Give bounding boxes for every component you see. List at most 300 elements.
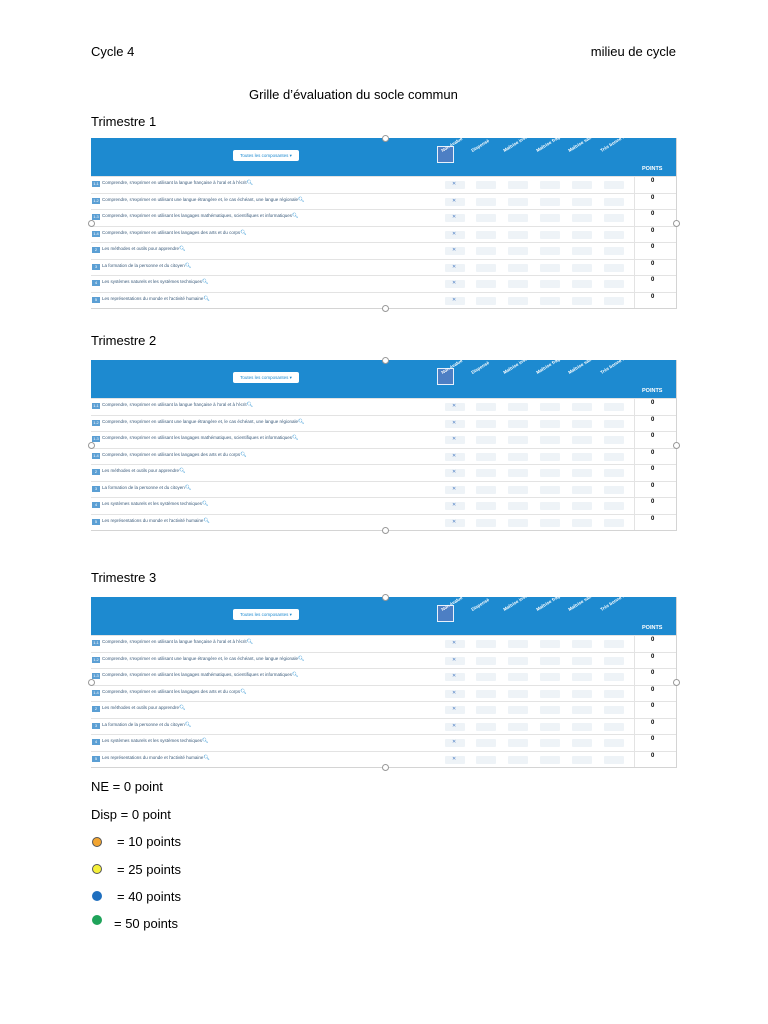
level-cell[interactable] bbox=[540, 231, 560, 239]
row-points: 0 bbox=[651, 293, 655, 300]
level-cell[interactable] bbox=[508, 640, 528, 648]
competence-text: Les systèmes naturels et les systèmes techniques bbox=[102, 738, 203, 743]
row-points: 0 bbox=[651, 482, 655, 489]
row-points: 0 bbox=[651, 244, 655, 250]
level-cell[interactable] bbox=[540, 657, 560, 665]
level-cell[interactable] bbox=[476, 280, 496, 288]
level-cell[interactable] bbox=[476, 723, 496, 731]
level-cell[interactable] bbox=[572, 486, 592, 494]
magnifier-icon[interactable]: 🔍︎ bbox=[184, 484, 192, 491]
level-cell[interactable] bbox=[572, 231, 592, 239]
level-cell[interactable] bbox=[540, 297, 560, 305]
level-cell[interactable] bbox=[476, 469, 496, 477]
column-header: Dispensé bbox=[470, 360, 490, 375]
level-cell[interactable] bbox=[572, 502, 592, 510]
column-header: Dispensé bbox=[470, 138, 490, 153]
competence-label[interactable] bbox=[102, 468, 185, 474]
column-divider bbox=[634, 276, 635, 292]
competence-label[interactable] bbox=[102, 435, 298, 441]
row-points: 0 bbox=[651, 227, 655, 234]
column-divider bbox=[634, 636, 635, 652]
competence-badge: 5 bbox=[92, 297, 100, 303]
level-cell[interactable] bbox=[604, 231, 624, 239]
level-cell[interactable] bbox=[476, 297, 496, 305]
level-cell[interactable] bbox=[572, 657, 592, 665]
level-cell[interactable] bbox=[445, 723, 465, 731]
level-cell[interactable] bbox=[540, 690, 560, 698]
row-points: 0 bbox=[651, 752, 655, 759]
level-cell[interactable] bbox=[572, 420, 592, 428]
level-cell[interactable] bbox=[508, 231, 528, 239]
row-points: 0 bbox=[651, 260, 655, 267]
level-cell[interactable] bbox=[604, 420, 624, 428]
level-cell[interactable] bbox=[476, 502, 496, 510]
level-cell[interactable] bbox=[540, 756, 560, 764]
magnifier-icon[interactable]: 🔍︎ bbox=[203, 295, 210, 302]
column-header: Maîtrise fragile bbox=[535, 590, 565, 612]
level-cell[interactable] bbox=[540, 214, 560, 222]
level-cell[interactable] bbox=[476, 657, 496, 665]
level-cell[interactable] bbox=[572, 198, 592, 206]
competence-label[interactable] bbox=[102, 230, 247, 236]
resize-handle[interactable] bbox=[382, 357, 389, 364]
level-cell[interactable] bbox=[604, 198, 624, 206]
resize-handle[interactable] bbox=[382, 594, 389, 601]
level-cell[interactable] bbox=[445, 502, 465, 510]
level-cell[interactable] bbox=[476, 739, 496, 747]
resize-handle[interactable] bbox=[382, 135, 389, 142]
level-cell[interactable] bbox=[604, 502, 624, 510]
table-row bbox=[91, 226, 676, 243]
legend-ne: NE = 0 point bbox=[91, 779, 163, 794]
not-evaluated-mark-icon: ✕ bbox=[452, 452, 457, 459]
resize-handle[interactable] bbox=[88, 442, 95, 449]
level-cell[interactable] bbox=[476, 486, 496, 494]
level-cell[interactable] bbox=[572, 723, 592, 731]
column-divider bbox=[634, 449, 635, 465]
level-cell[interactable] bbox=[572, 181, 592, 189]
level-cell[interactable] bbox=[476, 756, 496, 764]
level-cell[interactable] bbox=[540, 436, 560, 444]
level-cell[interactable] bbox=[572, 214, 592, 222]
level-cell[interactable] bbox=[508, 486, 528, 494]
level-cell[interactable] bbox=[604, 403, 624, 411]
level-cell[interactable] bbox=[572, 264, 592, 272]
level-cell[interactable] bbox=[604, 657, 624, 665]
level-cell[interactable] bbox=[604, 706, 624, 714]
not-evaluated-mark-icon: ✕ bbox=[452, 739, 457, 745]
level-cell[interactable] bbox=[604, 436, 624, 444]
magnifier-icon[interactable]: 🔍︎ bbox=[297, 655, 305, 662]
level-cell[interactable] bbox=[572, 640, 592, 648]
resize-handle[interactable] bbox=[382, 764, 389, 771]
magnifier-icon[interactable]: 🔍︎ bbox=[291, 435, 299, 441]
column-divider bbox=[634, 432, 635, 448]
level-cell[interactable] bbox=[540, 640, 560, 648]
competence-text: Les représentations du monde et l'activité humaine bbox=[102, 295, 204, 301]
cycle-position: milieu de cycle bbox=[590, 44, 676, 59]
level-cell[interactable] bbox=[445, 181, 465, 189]
blue-circle-icon bbox=[92, 891, 102, 901]
competence-label[interactable] bbox=[102, 656, 304, 662]
level-cell[interactable] bbox=[508, 436, 528, 444]
legend-10: = 10 points bbox=[117, 834, 181, 849]
competence-label[interactable] bbox=[102, 518, 210, 524]
competence-text: Les méthodes et outils pour apprendre bbox=[102, 705, 180, 710]
competence-label[interactable] bbox=[102, 485, 191, 491]
level-cell[interactable] bbox=[604, 519, 624, 527]
level-cell[interactable] bbox=[445, 690, 465, 698]
level-cell[interactable] bbox=[445, 420, 465, 428]
magnifier-icon[interactable]: 🔍︎ bbox=[246, 639, 254, 645]
magnifier-icon[interactable]: 🔍︎ bbox=[291, 213, 299, 219]
components-filter-button[interactable]: Toutes les composantes ▾ bbox=[233, 372, 299, 383]
competence-badge: 1.1 bbox=[93, 403, 99, 408]
not-evaluated-mark-icon: ✕ bbox=[452, 689, 457, 696]
level-cell[interactable] bbox=[445, 756, 465, 764]
competence-label[interactable] bbox=[102, 180, 253, 186]
competence-text: Les méthodes et outils pour apprendre bbox=[102, 468, 180, 473]
level-cell[interactable] bbox=[572, 706, 592, 714]
level-cell[interactable] bbox=[508, 657, 528, 665]
level-cell[interactable] bbox=[572, 436, 592, 444]
column-header: Non évalué bbox=[440, 595, 464, 612]
grid-body bbox=[91, 398, 676, 530]
competence-badge: 1.3 bbox=[93, 214, 99, 219]
competence-badge: 2 bbox=[92, 247, 100, 253]
level-cell[interactable] bbox=[476, 214, 496, 222]
level-cell[interactable] bbox=[604, 640, 624, 648]
level-cell[interactable] bbox=[476, 264, 496, 272]
magnifier-icon[interactable]: 🔍︎ bbox=[246, 402, 254, 408]
level-cell[interactable] bbox=[604, 673, 624, 681]
column-divider bbox=[634, 702, 635, 718]
column-header: Maîtrise fragile bbox=[535, 131, 565, 153]
level-cell[interactable] bbox=[572, 247, 592, 255]
competence-label[interactable] bbox=[102, 705, 185, 711]
competence-label[interactable] bbox=[102, 279, 208, 285]
trimester-2-label: Trimestre 2 bbox=[91, 333, 157, 348]
competence-badge: 5 bbox=[92, 519, 100, 525]
level-cell[interactable] bbox=[572, 756, 592, 764]
level-cell[interactable] bbox=[508, 297, 528, 305]
orange-circle-icon bbox=[92, 837, 102, 847]
level-cell[interactable] bbox=[604, 723, 624, 731]
not-evaluated-mark-icon: ✕ bbox=[452, 485, 457, 492]
competence-text: Comprendre, s'exprimer en utilisant une langue étrangère et, le cas échéant, une langue régionale bbox=[102, 655, 298, 661]
competence-label[interactable] bbox=[102, 672, 298, 678]
column-divider bbox=[634, 482, 635, 498]
level-cell[interactable] bbox=[508, 403, 528, 411]
column-divider bbox=[634, 177, 635, 193]
level-cell[interactable] bbox=[445, 657, 465, 665]
column-header: Très bonne maîtrise bbox=[599, 348, 639, 375]
level-cell[interactable] bbox=[445, 739, 465, 747]
level-cell[interactable] bbox=[445, 280, 465, 288]
level-cell[interactable] bbox=[604, 486, 624, 494]
level-cell[interactable] bbox=[572, 297, 592, 305]
competence-label[interactable] bbox=[102, 738, 208, 744]
column-divider bbox=[634, 243, 635, 259]
column-header: Maîtrise satisfaisante bbox=[567, 124, 609, 153]
level-cell[interactable] bbox=[604, 280, 624, 288]
row-points: 0 bbox=[651, 515, 655, 522]
row-points: 0 bbox=[651, 194, 655, 201]
level-cell[interactable] bbox=[604, 739, 624, 747]
magnifier-icon[interactable]: 🔍︎ bbox=[202, 501, 209, 507]
level-cell[interactable] bbox=[540, 280, 560, 288]
resize-handle[interactable] bbox=[88, 679, 95, 686]
magnifier-icon[interactable]: 🔍︎ bbox=[203, 517, 210, 524]
level-cell[interactable] bbox=[604, 469, 624, 477]
level-cell[interactable] bbox=[445, 486, 465, 494]
level-cell[interactable] bbox=[445, 247, 465, 255]
table-row bbox=[91, 431, 676, 448]
competence-text: Comprendre, s'exprimer en utilisant les langages mathématiques, scientifiques et informatiques bbox=[102, 435, 292, 440]
competence-label[interactable] bbox=[102, 246, 185, 252]
competence-badge: 1.3 bbox=[93, 673, 99, 678]
magnifier-icon[interactable]: 🔍︎ bbox=[246, 180, 254, 186]
table-row bbox=[91, 448, 676, 465]
level-cell[interactable] bbox=[540, 486, 560, 494]
resize-handle[interactable] bbox=[88, 220, 95, 227]
level-cell[interactable] bbox=[476, 690, 496, 698]
trimester-1-label: Trimestre 1 bbox=[91, 114, 157, 129]
row-points: 0 bbox=[651, 637, 655, 643]
magnifier-icon[interactable]: 🔍︎ bbox=[179, 246, 186, 252]
magnifier-icon[interactable]: 🔍︎ bbox=[240, 451, 247, 458]
magnifier-icon[interactable]: 🔍︎ bbox=[202, 738, 209, 744]
level-cell[interactable] bbox=[508, 453, 528, 461]
not-evaluated-mark-icon: ✕ bbox=[452, 296, 457, 303]
level-cell[interactable] bbox=[508, 706, 528, 714]
column-divider bbox=[634, 752, 635, 768]
level-cell[interactable] bbox=[508, 756, 528, 764]
magnifier-icon[interactable]: 🔍︎ bbox=[297, 196, 305, 203]
legend-disp: Disp = 0 point bbox=[91, 807, 171, 822]
level-cell[interactable] bbox=[604, 453, 624, 461]
level-cell[interactable] bbox=[476, 436, 496, 444]
level-cell[interactable] bbox=[572, 739, 592, 747]
evaluation-grid bbox=[91, 346, 677, 531]
level-cell[interactable] bbox=[445, 264, 465, 272]
row-points: 0 bbox=[651, 653, 655, 660]
evaluation-grid bbox=[91, 583, 677, 768]
magnifier-icon[interactable]: 🔍︎ bbox=[291, 672, 299, 678]
resize-handle[interactable] bbox=[673, 220, 680, 227]
competence-badge: 1.1 bbox=[93, 181, 99, 186]
level-cell[interactable] bbox=[540, 181, 560, 189]
level-cell[interactable] bbox=[604, 247, 624, 255]
level-cell[interactable] bbox=[572, 403, 592, 411]
competence-label[interactable] bbox=[102, 722, 191, 728]
level-cell[interactable] bbox=[445, 214, 465, 222]
row-points: 0 bbox=[651, 416, 655, 423]
competence-label[interactable] bbox=[102, 689, 247, 695]
level-cell[interactable] bbox=[540, 519, 560, 527]
table-row bbox=[91, 415, 676, 432]
competence-badge: 2 bbox=[92, 706, 100, 712]
resize-handle[interactable] bbox=[673, 442, 680, 449]
magnifier-icon[interactable]: 🔍︎ bbox=[203, 754, 210, 761]
not-evaluated-mark-icon: ✕ bbox=[452, 469, 457, 475]
level-cell[interactable] bbox=[540, 247, 560, 255]
level-cell[interactable] bbox=[508, 673, 528, 681]
table-row bbox=[91, 398, 676, 415]
not-evaluated-mark-icon: ✕ bbox=[452, 502, 457, 508]
level-cell[interactable] bbox=[604, 690, 624, 698]
level-cell[interactable] bbox=[540, 198, 560, 206]
column-divider bbox=[634, 669, 635, 685]
column-divider bbox=[634, 260, 635, 276]
competence-label[interactable] bbox=[102, 452, 247, 458]
level-cell[interactable] bbox=[508, 690, 528, 698]
level-cell[interactable] bbox=[476, 519, 496, 527]
column-divider bbox=[634, 399, 635, 415]
column-header: Maîtrise insuffisante bbox=[502, 125, 542, 153]
level-cell[interactable] bbox=[540, 264, 560, 272]
level-cell[interactable] bbox=[476, 673, 496, 681]
magnifier-icon[interactable]: 🔍︎ bbox=[184, 262, 192, 269]
magnifier-icon[interactable]: 🔍︎ bbox=[202, 279, 209, 285]
magnifier-icon[interactable]: 🔍︎ bbox=[179, 468, 186, 474]
level-cell[interactable] bbox=[476, 247, 496, 255]
resize-handle[interactable] bbox=[382, 305, 389, 312]
level-cell[interactable] bbox=[540, 469, 560, 477]
column-divider bbox=[634, 686, 635, 702]
competence-badge: 2 bbox=[92, 469, 100, 475]
page-title: Grille d’évaluation du socle commun bbox=[249, 87, 458, 102]
level-cell[interactable] bbox=[476, 706, 496, 714]
level-cell[interactable] bbox=[445, 640, 465, 648]
row-points: 0 bbox=[651, 400, 655, 406]
level-cell[interactable] bbox=[540, 403, 560, 411]
legend-40: = 40 points bbox=[117, 889, 181, 904]
level-cell[interactable] bbox=[476, 640, 496, 648]
level-cell[interactable] bbox=[604, 264, 624, 272]
trimester-3-label: Trimestre 3 bbox=[91, 570, 157, 585]
level-cell[interactable] bbox=[445, 231, 465, 239]
magnifier-icon[interactable]: 🔍︎ bbox=[184, 721, 192, 728]
competence-label[interactable] bbox=[102, 419, 304, 425]
magnifier-icon[interactable]: 🔍︎ bbox=[179, 705, 186, 711]
level-cell[interactable] bbox=[476, 181, 496, 189]
level-cell[interactable] bbox=[604, 756, 624, 764]
competence-label[interactable] bbox=[102, 639, 253, 645]
level-cell[interactable] bbox=[476, 403, 496, 411]
grid-body bbox=[91, 635, 676, 767]
level-cell[interactable] bbox=[445, 436, 465, 444]
level-cell[interactable] bbox=[476, 453, 496, 461]
level-cell[interactable] bbox=[540, 723, 560, 731]
level-cell[interactable] bbox=[476, 420, 496, 428]
row-points: 0 bbox=[651, 433, 655, 439]
competence-label[interactable] bbox=[102, 263, 191, 269]
competence-label[interactable] bbox=[102, 501, 208, 507]
level-cell[interactable] bbox=[540, 706, 560, 714]
level-cell[interactable] bbox=[572, 690, 592, 698]
level-cell[interactable] bbox=[476, 198, 496, 206]
level-cell[interactable] bbox=[508, 181, 528, 189]
level-cell[interactable] bbox=[540, 420, 560, 428]
level-cell[interactable] bbox=[445, 469, 465, 477]
level-cell[interactable] bbox=[508, 502, 528, 510]
components-filter-button[interactable]: Toutes les composantes ▾ bbox=[233, 609, 299, 620]
level-cell[interactable] bbox=[540, 453, 560, 461]
components-filter-button[interactable]: Toutes les composantes ▾ bbox=[233, 150, 299, 161]
level-cell[interactable] bbox=[445, 519, 465, 527]
not-evaluated-mark-icon: ✕ bbox=[452, 263, 457, 270]
level-cell[interactable] bbox=[476, 231, 496, 239]
level-cell[interactable] bbox=[445, 673, 465, 681]
competence-badge: 4 bbox=[92, 739, 100, 745]
table-row bbox=[91, 652, 676, 669]
level-cell[interactable] bbox=[572, 453, 592, 461]
competence-text: La formation de la personne et du citoyen bbox=[102, 484, 185, 490]
competence-text: Les représentations du monde et l'activité humaine bbox=[102, 517, 204, 523]
competence-badge: 1.1 bbox=[93, 640, 99, 645]
competence-label[interactable] bbox=[102, 197, 304, 203]
magnifier-icon[interactable]: 🔍︎ bbox=[240, 688, 247, 695]
not-evaluated-mark-icon: ✕ bbox=[452, 280, 457, 286]
level-cell[interactable] bbox=[508, 280, 528, 288]
level-cell[interactable] bbox=[508, 519, 528, 527]
level-cell[interactable] bbox=[445, 198, 465, 206]
competence-label[interactable] bbox=[102, 213, 298, 219]
competence-label[interactable] bbox=[102, 296, 210, 302]
competence-label[interactable] bbox=[102, 755, 210, 761]
table-row bbox=[91, 668, 676, 685]
level-cell[interactable] bbox=[572, 280, 592, 288]
level-cell[interactable] bbox=[508, 247, 528, 255]
level-cell[interactable] bbox=[445, 297, 465, 305]
level-cell[interactable] bbox=[540, 739, 560, 747]
level-cell[interactable] bbox=[572, 673, 592, 681]
points-header: POINTS bbox=[642, 388, 663, 394]
level-cell[interactable] bbox=[508, 723, 528, 731]
magnifier-icon[interactable]: 🔍︎ bbox=[240, 229, 247, 236]
level-cell[interactable] bbox=[604, 181, 624, 189]
level-cell[interactable] bbox=[540, 673, 560, 681]
level-cell[interactable] bbox=[604, 297, 624, 305]
competence-label[interactable] bbox=[102, 402, 253, 408]
table-row bbox=[91, 209, 676, 226]
magnifier-icon[interactable]: 🔍︎ bbox=[297, 418, 305, 425]
level-cell[interactable] bbox=[540, 502, 560, 510]
level-cell[interactable] bbox=[445, 453, 465, 461]
row-points: 0 bbox=[651, 736, 655, 742]
table-row bbox=[91, 193, 676, 210]
level-cell[interactable] bbox=[445, 706, 465, 714]
level-cell[interactable] bbox=[572, 469, 592, 477]
level-cell[interactable] bbox=[572, 519, 592, 527]
resize-handle[interactable] bbox=[673, 679, 680, 686]
table-row bbox=[91, 734, 676, 751]
competence-badge: 4 bbox=[92, 502, 100, 508]
level-cell[interactable] bbox=[508, 264, 528, 272]
level-cell[interactable] bbox=[604, 214, 624, 222]
column-divider bbox=[634, 416, 635, 432]
level-cell[interactable] bbox=[445, 403, 465, 411]
level-cell[interactable] bbox=[508, 469, 528, 477]
level-cell[interactable] bbox=[508, 214, 528, 222]
level-cell[interactable] bbox=[508, 739, 528, 747]
level-cell[interactable] bbox=[508, 198, 528, 206]
resize-handle[interactable] bbox=[382, 527, 389, 534]
level-cell[interactable] bbox=[508, 420, 528, 428]
yellow-circle-icon bbox=[92, 864, 102, 874]
competence-badge: 1.4 bbox=[93, 230, 99, 236]
